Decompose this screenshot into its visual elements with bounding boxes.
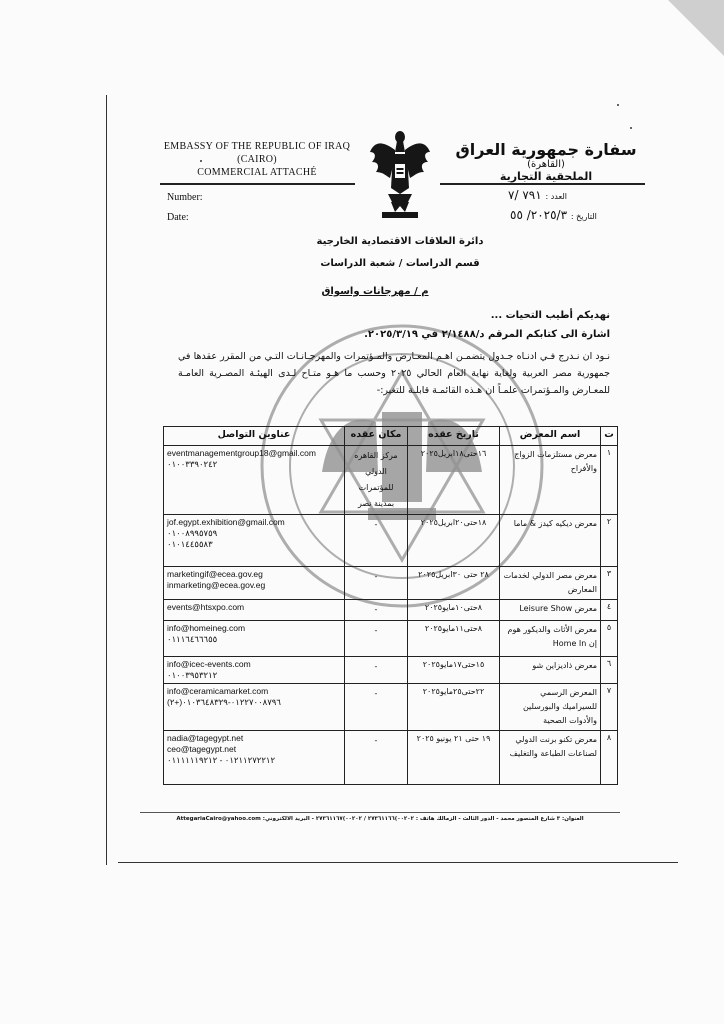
table-row (164, 621, 618, 657)
contact-email: inmarketing@ecea.gov.eg (167, 580, 266, 590)
exhibition-contacts (164, 567, 345, 600)
exhibition-name: معرض ديكيه كيدز & ماما (500, 515, 601, 567)
letterhead-ar-line3: الملحقية التجارية (499, 170, 593, 183)
table-row (164, 657, 618, 684)
row-number: ٦ (601, 657, 618, 684)
table-row (164, 515, 618, 567)
footer-rule (140, 812, 620, 813)
row-number: ٣ (601, 567, 618, 600)
letterhead-en-line2: (CAIRO) (237, 154, 277, 165)
letterhead-en-line3: COMMERCIAL ATTACHÉ (197, 167, 317, 178)
header-date: تاريخ عقده (408, 427, 500, 446)
exhibition-date: ٨حتى١١مايو٢٠٢٥ (408, 621, 500, 657)
contact-email: events@htsxpo.com (167, 602, 245, 612)
letter-body: نـود ان نـدرج فـي ادنـاه جـدول يتضمـن اهـم المعـارض والمـؤتمرات والمهرجـانـات التـي من المقرر عقدها في جمهورية مصر العربية ولغاية نهاية العام الحالي ٢٠٢٥ وحسب ما هـو متـاح لـدى الهيئـة المصـرية العامـة للمعـارض والمـؤتمرات علمـاً ان هـذه القائمـة قابلـة للتغير:- (178, 351, 610, 396)
exhibition-date: ٢٢حتى٢٥مايو٢٠٢٥ (408, 684, 500, 731)
exhibition-date: ١٦حتى١٨ابريل٢٠٢٥ (408, 446, 500, 515)
department-line: دائرة العلاقات الاقتصادية الخارجية (316, 236, 484, 247)
header-num: ت (601, 427, 618, 446)
exhibition-contacts (164, 600, 345, 621)
reference-number-value: ٧٩١ /٧ (508, 188, 542, 202)
reference-date (510, 208, 597, 222)
exhibition-place: - (345, 731, 408, 785)
date-label: Date: (167, 212, 189, 223)
exhibition-place: مركز القاهره الدولي للمؤتمرات بمدينة نصر (345, 446, 408, 515)
row-number: ٨ (601, 731, 618, 785)
letterhead-ar-line2: (القاهرة) (527, 159, 565, 170)
exhibition-date: ٨حتى١٠مايو٢٠٢٥ (408, 600, 500, 621)
page-frame-left (106, 95, 107, 865)
table-row (164, 446, 618, 515)
exhibition-name: معرض مستلزمات الزواج والأفراح (500, 446, 601, 515)
exhibition-name: معرض تكنو برنت الدولي لصناعات الطباعة والتغليف (500, 731, 601, 785)
reference-number (508, 188, 567, 202)
table-row (164, 684, 618, 731)
exhibition-contacts (164, 657, 345, 684)
header-name: اسم المعرض (500, 427, 601, 446)
row-number: ٢ (601, 515, 618, 567)
letterhead-ar-line1: سفارة جمهورية العراق (455, 140, 637, 159)
section-line: قسم الدراسات / شعبة الدراسات (320, 258, 480, 269)
header-contact: عناوين التواصل (164, 427, 345, 446)
exhibition-name: المعرض الرسمي للسيراميك والبورسلين والأدوات الصحية (500, 684, 601, 731)
exhibition-name: معرض Leisure Show (500, 600, 601, 621)
number-label: Number: (167, 192, 203, 203)
exhibition-contacts (164, 515, 345, 567)
contact-email: marketingif@ecea.gov.eg (167, 569, 263, 579)
exhibition-place: - (345, 684, 408, 731)
contact-phone: ٠١٠٠٣٣٩٠٢٤٢ (167, 459, 218, 469)
exhibition-contacts (164, 446, 345, 515)
exhibition-name: معرض مصر الدولي لخدمات المعارض (500, 567, 601, 600)
greeting: نهديكم أطيب التحيات ... (490, 310, 610, 321)
exhibition-date: ١٩ حتى ٢١ يونيو ٢٠٢٥ (408, 731, 500, 785)
exhibition-place: - (345, 567, 408, 600)
table-row (164, 731, 618, 785)
exhibition-contacts (164, 684, 345, 731)
row-number: ٧ (601, 684, 618, 731)
row-number: ٥ (601, 621, 618, 657)
exhibition-place: - (345, 600, 408, 621)
scan-speck (200, 160, 202, 162)
exhibition-date: ١٨حتى٢٠ابريل٢٠٢٥ (408, 515, 500, 567)
contact-email: eventmanagementgroup18@gmail.com (167, 448, 316, 458)
row-number: ٤ (601, 600, 618, 621)
letterhead-en-line1: EMBASSY OF THE REPUBLIC OF IRAQ (163, 141, 351, 152)
exhibition-date: ٢٨ حتى ٣٠ابريل٢٠٢٥ (408, 567, 500, 600)
letterhead-rule-right (440, 183, 645, 185)
table-row (164, 567, 618, 600)
row-number: ١ (601, 446, 618, 515)
contact-phone: ٠١١١٦٤٦٦٦٥٥ (167, 634, 218, 644)
iraq-eagle-emblem-icon (368, 128, 432, 220)
letterhead-arabic (446, 140, 646, 183)
contact-phone: (٢+)٠١٢٢٧٠٠٨٧٩٦-٠١٠٣٦٤٨٣٢٩ (167, 697, 281, 707)
contact-phone: ٠١٠١٤٤٥٥٨٣ (167, 539, 213, 549)
exhibition-place: - (345, 657, 408, 684)
letterhead-rule-left (160, 183, 355, 185)
exhibitions-table (163, 426, 618, 785)
table-row (164, 600, 618, 621)
reference-line: اشارة الى كتابكم المرقم د/٢/١٤٨٨ في ٢٠٢٥/٣/١٩. (364, 329, 610, 340)
exhibition-contacts (164, 621, 345, 657)
exhibition-date: ١٥حتى١٧مايو٢٠٢٥ (408, 657, 500, 684)
page-frame-bottom (118, 862, 678, 863)
page-fold (668, 0, 724, 56)
reference-date-value: ٢٠٢٥/٣/ ٥٥ (510, 208, 568, 222)
reference-number-label: العدد : (545, 192, 568, 201)
reference-date-label: التاريخ : (570, 212, 597, 221)
subject-line: م / مهرجانات واسواق (321, 286, 429, 297)
contact-email: jof.egypt.exhibition@gmail.com (167, 517, 285, 527)
footer-address: العنوان: ٣ شارع المنصور محمد - الدور الثالث - الزمالك هاتف : ٠٠٢٠٢)٢٧٣٦١١٦٦ / ٠٠٢٠٢)٢٧٣٦١١٦٧ - البريد الالكتروني: AttegariaCairo@yahoo.com (176, 816, 584, 822)
contact-email: info@icec-events.com (167, 659, 251, 669)
contact-email: nadia@tagegypt.net (167, 733, 244, 743)
table-body (164, 446, 618, 785)
contact-phone: ٠١٠٠٨٩٩٥٧٥٩ (167, 528, 218, 538)
exhibition-contacts (164, 731, 345, 785)
contact-phone: ٠١٢١١٢٧٢٢١٢ - ٠١١١١١١٩٢١٢ (167, 755, 276, 765)
scan-speck (630, 127, 632, 129)
exhibition-name: معرض ذاديزاين شو (500, 657, 601, 684)
exhibition-place: - (345, 621, 408, 657)
contact-email: ceo@tagegypt.net (167, 744, 237, 754)
header-place: مكان عقده (345, 427, 408, 446)
letterhead-english (162, 140, 352, 179)
contact-email: info@ceramicamarket.com (167, 686, 269, 696)
exhibition-place: - (345, 515, 408, 567)
exhibition-name: معرض الأثاث والديكور هوم إن Home In (500, 621, 601, 657)
table-header-row (164, 427, 618, 446)
scan-speck (617, 104, 619, 106)
contact-phone: ٠١٠٠٣٩٥٣٢١٢ (167, 670, 218, 680)
contact-email: info@homeineg.com (167, 623, 246, 633)
